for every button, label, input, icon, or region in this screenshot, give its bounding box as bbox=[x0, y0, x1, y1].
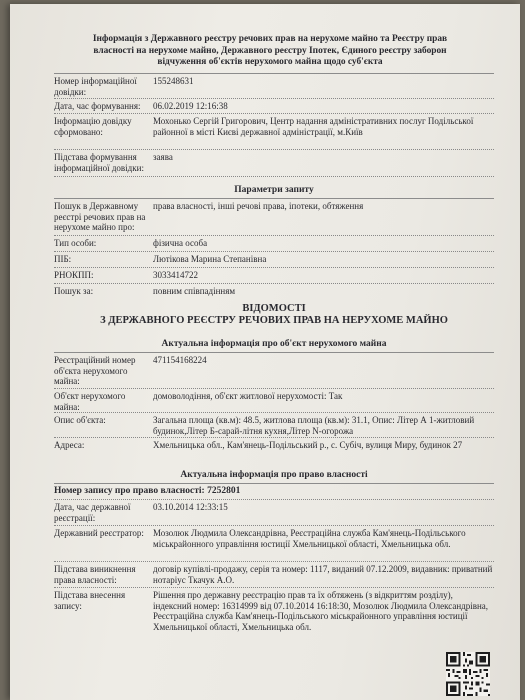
divider bbox=[54, 198, 494, 199]
document-page bbox=[10, 4, 520, 700]
query-label: РНОКПП: bbox=[54, 270, 94, 280]
info-value: Мохонько Сергій Григорович, Центр надання адміністративних послуг Подільської районної в місті Києві державної адміністрації, м.Київ bbox=[153, 116, 474, 137]
ownership-value: договір купівлі-продажу, серія та номер: 1117, виданий 07.12.2009, видавник: приватний нотаріус Ткачук А.О. bbox=[153, 564, 493, 585]
header-line-1: Інформація з Державного реєстру речових прав на нерухоме майно та Реєстру прав bbox=[92, 34, 448, 44]
divider bbox=[54, 283, 494, 285]
divider bbox=[54, 525, 494, 527]
object-section-title: Актуальна інформація про об'єкт нерухомого майна bbox=[161, 339, 387, 349]
query-value: права власності, інші речові права, іпотеки, обтяження bbox=[153, 201, 364, 211]
query-label: ПІБ: bbox=[54, 254, 72, 264]
info-label: Дата, час формування: bbox=[54, 101, 141, 111]
info-label: Інформацію довідку сформовано: bbox=[54, 116, 132, 137]
object-value: Хмельницька обл., Кам'янець-Подільський р., с. Субіч, вулиця Миру, будинок 27 bbox=[153, 440, 463, 450]
object-value: 471154168224 bbox=[153, 355, 207, 365]
query-label: Пошук за: bbox=[54, 286, 94, 296]
object-label: Адреса: bbox=[54, 440, 85, 450]
divider bbox=[54, 388, 494, 390]
info-value: 155248631 bbox=[153, 76, 194, 86]
divider bbox=[54, 561, 494, 563]
object-value: домоволодіння, об'єкт житлової нерухомості: Так bbox=[153, 391, 343, 401]
document-header bbox=[50, 34, 490, 69]
header-line-2: власності на нерухоме майно, Державного реєстру Іпотек, Єдиного реєстру заборон bbox=[93, 45, 447, 56]
object-value: Загальна площа (кв.м): 48.5, житлова площа (кв.м): 31.1, Опис: Літер А 1-житловий будинок,Літер Б-сарай-літня кухня,Літер N-огорожа bbox=[153, 415, 475, 436]
query-label: Пошук в Державному реєстрі речових прав на нерухоме майно про: bbox=[54, 201, 146, 232]
divider bbox=[54, 176, 494, 178]
object-label: Реєстраційний номер об'єкта нерухомого майна: bbox=[54, 355, 136, 386]
info-label: Номер інформаційної довідки: bbox=[54, 76, 137, 97]
ownership-value: Мозолюк Людмила Олександрівна, Реєстраційна служба Кам'янець-Подільського міськрайонного управління юстиції Хмельницької області, Хмельницька обл. bbox=[153, 528, 466, 549]
ownership-record-number: Номер запису про право власності: 7252801 bbox=[54, 486, 241, 496]
ownership-value: 03.10.2014 12:33:15 bbox=[153, 502, 228, 512]
registry-title-line-2: З ДЕРЖАВНОГО РЕЄСТРУ РЕЧОВИХ ПРАВ НА НЕРУХОМЕ МАЙНО bbox=[100, 315, 448, 326]
object-label: Об'єкт нерухомого майна: bbox=[54, 391, 126, 412]
divider bbox=[54, 412, 494, 414]
info-value: заява bbox=[153, 152, 173, 162]
info-label: Підстава формування інформаційної довідки: bbox=[54, 152, 144, 173]
registry-title-line-1: ВІДОМОСТІ bbox=[242, 303, 306, 314]
divider bbox=[54, 499, 494, 501]
ownership-label: Підстава виникнення права власності: bbox=[54, 564, 136, 585]
query-value: 3033414722 bbox=[153, 270, 198, 280]
divider bbox=[54, 587, 494, 589]
divider bbox=[54, 251, 494, 253]
divider bbox=[54, 437, 494, 439]
info-value: 06.02.2019 12:16:38 bbox=[153, 101, 228, 111]
divider bbox=[54, 149, 494, 151]
divider bbox=[54, 73, 494, 74]
divider bbox=[54, 267, 494, 269]
object-label: Опис об'єкта: bbox=[54, 415, 106, 425]
ownership-value: Рішення про державну реєстрацію прав та їх обтяжень (з відкриттям розділу), індексний номер: 16314999 від 07.10.2014 16:18:30, Мозолюк Людмила Олександрівна, Реєстраційна служба Кам'янець-Подільського міськрайонного управління юстиції Хмельницької області, Хмельницька обл. bbox=[153, 590, 489, 632]
divider bbox=[54, 352, 494, 353]
query-value: Лютікова Марина Степанівна bbox=[153, 254, 267, 264]
ownership-label: Підстава внесення запису: bbox=[54, 590, 126, 611]
query-value: фізична особа bbox=[153, 238, 208, 248]
divider bbox=[54, 235, 494, 237]
registry-title bbox=[54, 303, 494, 327]
divider bbox=[54, 113, 494, 115]
qr-code-icon bbox=[446, 652, 490, 696]
ownership-label: Державний реєстратор: bbox=[54, 528, 144, 538]
query-label: Тип особи: bbox=[54, 238, 97, 248]
header-line-3: відчуження об'єктів нерухомого майна щодо суб'єкта bbox=[157, 57, 383, 67]
divider bbox=[54, 98, 494, 100]
divider bbox=[54, 483, 494, 484]
query-title: Параметри запиту bbox=[234, 185, 314, 195]
ownership-label: Дата, час державної реєстрації: bbox=[54, 502, 131, 523]
ownership-section-title: Актуальна інформація про право власності bbox=[180, 470, 368, 480]
query-value: повним співпадінням bbox=[153, 286, 236, 296]
